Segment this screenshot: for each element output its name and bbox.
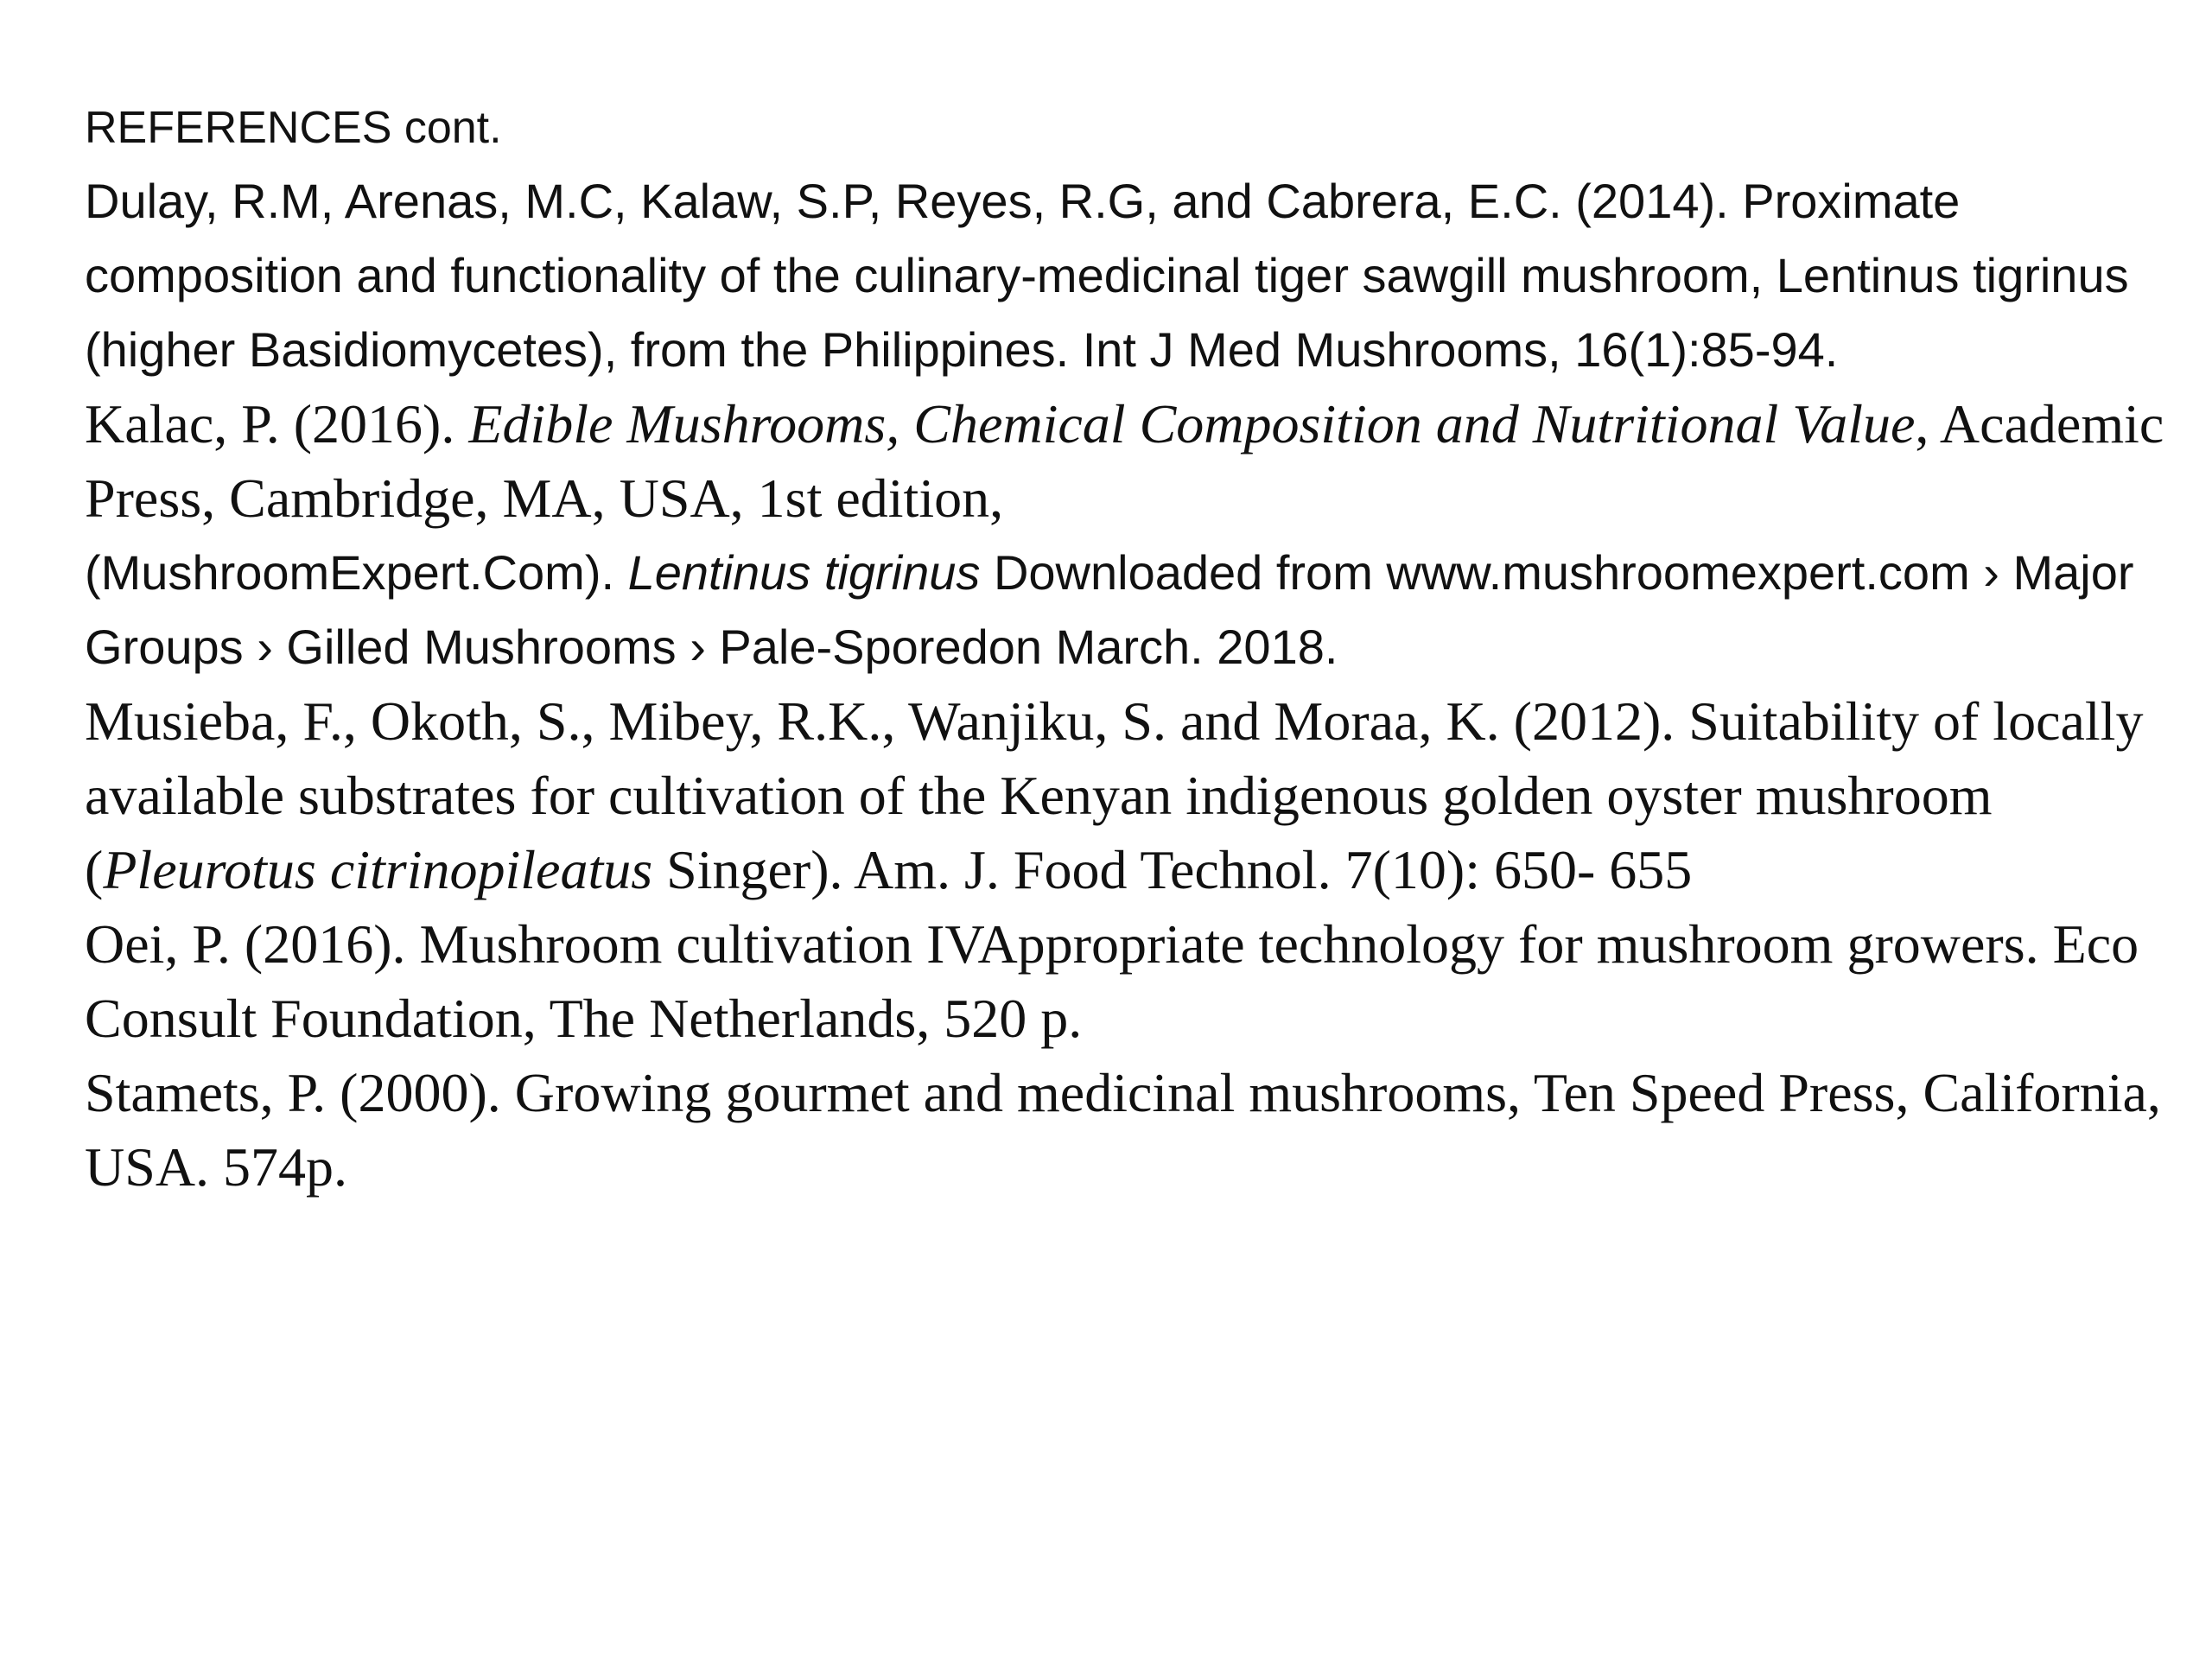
reference-musieba xyxy=(85,684,2176,907)
reference-musieba-species: Pleurotus citrinopileatus xyxy=(103,839,653,900)
reference-dulay: Dulay, R.M, Arenas, M.C, Kalaw, S.P, Reyes, R.G, and Cabrera, E.C. (2014). Proximate composition and functionality of the culinary-medicinal tiger sawgill mushroom, Lentinus tigrinus (higher Basidiomycetes), from the Philippines. Int J Med Mushrooms, 16(1):85-94. xyxy=(85,174,2129,377)
reference-mushroomexpert xyxy=(85,536,2176,684)
reference-oei: Oei, P. (2016). Mushroom cultivation IVAppropriate technology for mushroom growers. Eco Consult Foundation, The Netherlands, 520 p. xyxy=(85,913,2139,1049)
reference-kalac-publisher: , Academic Press, Cambridge, MA, USA, 1st edition, xyxy=(85,393,2164,529)
reference-mushroomexpert-species: Lentinus tigrinus xyxy=(627,545,981,600)
reference-kalac-author: Kalac, P. (2016). xyxy=(85,393,469,454)
reference-kalac xyxy=(85,387,2176,536)
reference-mushroomexpert-url: Downloaded from www.mushroomexpert.com › Major Groups › Gilled Mushrooms › Pale-Sporedon March. 2018. xyxy=(85,545,2134,674)
reference-stamets: Stamets, P. (2000). Growing gourmet and medicinal mushrooms, Ten Speed Press, California, USA. 574p. xyxy=(85,1062,2161,1198)
references-block xyxy=(85,97,2176,1205)
reference-mushroomexpert-source: (MushroomExpert.Com). xyxy=(85,545,628,600)
reference-musieba-journal: Singer). Am. J. Food Technol. 7(10): 650- 655 xyxy=(652,839,1693,900)
references-heading: REFERENCES cont. xyxy=(85,103,502,153)
reference-kalac-title: Edible Mushrooms, Chemical Composition and Nutritional Value xyxy=(468,393,1916,454)
reference-musieba-text: Musieba, F., Okoth, S., Mibey, R.K., Wanjiku, S. and Moraa, K. (2012). Suitability of locally available substrates for cultivation of the Kenyan indigenous golden oyster mushroom ( xyxy=(85,690,2144,900)
